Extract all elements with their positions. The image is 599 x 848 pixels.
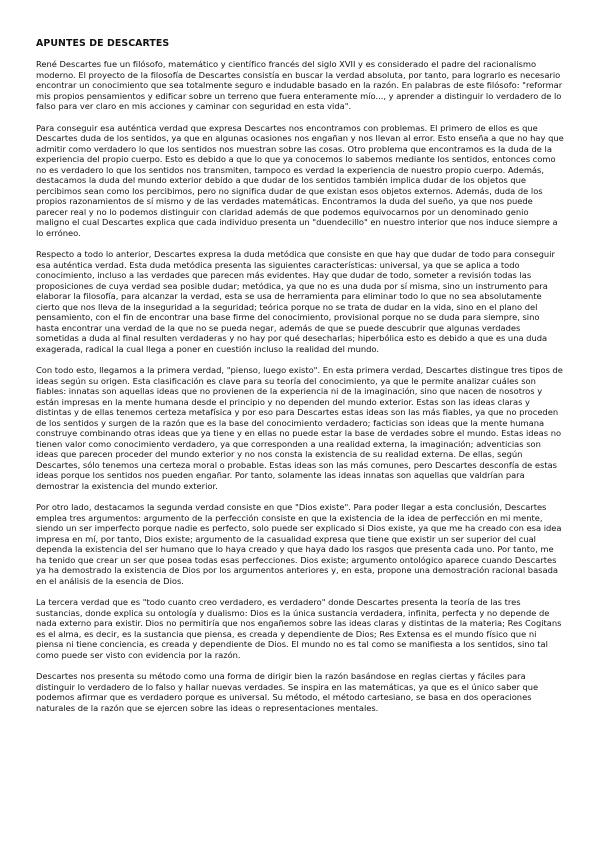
paragraph-first-truth: Con todo esto, llegamos a la primera verdad, "pienso, luego existo". En esta primera verdad, Descartes distingue tres tipos de ideas según su origen. Esta clasificación es clave para su teoría del conocimiento, ya que le permite analizar cuáles son fiables: innatas son aquellas ideas que no provienen de la experiencia ni de la imaginación, sino que nacen de nosotros y están impresas en la mente humana desde el principio y no dependen del mundo exterior. Estas son las ideas claras y distintas y de ellas tenemos certeza metafísica y por eso para Descartes estas ideas son las más fiables, ya que no proceden de los sentidos y surgen de la razón que es la base del conocimiento verdadero; facticias son ideas que la mente humana construye combinando otras ideas que ya tiene y en ellas no puede estar la base de verdades sobre el mundo. Estas ideas no tienen valor como conocimiento verdadero, ya que corresponden a una realidad externa, la imaginación; adventicias son ideas que parecen proceder del mundo exterior y no nos consta la existencia de su realidad externa. De ellas, según Descartes, sólo tenemos una certeza moral o probable. Estas ideas son las más comunes, pero Descartes desconfía de estas ideas porque los sentidos nos pueden engañar. Por tanto, solamente las ideas innatas son aquellas que valdrían para demostrar la existencia del mundo exterior. xyxy=(36,365,563,491)
document-title: APUNTES DE DESCARTES xyxy=(36,38,170,49)
document-page xyxy=(36,38,564,724)
paragraph-problems: Para conseguir esa auténtica verdad que expresa Descartes nos encontramos con problemas. El primero de ellos es que Descartes duda de los sentidos, ya que en algunas ocasiones nos engañan y nos llevan al error. Esto enseña a que no hay que admitir como verdadero lo que los sentidos nos muestran sobre las cosas. Otro problema que encontramos es la duda de la experiencia del propio cuerpo. Esto es debido a que lo que ya conocemos lo sabemos mediante los sentidos, entonces como no es verdadero lo que los sentidos nos transmiten, tampoco es verdad la experiencia de nuestro propio cuerpo. Además, destacamos la duda del mundo exterior debido a que dudar de los sentidos también implica dudar de los objetos que percibimos sean como los percibimos, pero no significa dudar de que existan esos objetos externos. Además, duda de los propios razonamientos de sí mismo y de las verdades matemáticas. Encontramos la duda del sueño, ya que nos puede parecer real y no lo podemos distinguir con claridad además de que podemos equivocarnos por un denominado genio maligno el cual Descartes explica que cada individuo presenta un "duendecillo" en nuestro interior que nos induce siempre a lo erróneo. xyxy=(36,122,564,238)
paragraph-second-truth: Por otro lado, destacamos la segunda verdad consiste en que "Dios existe". Para poder llegar a esta conclusión, Descartes emplea tres argumentos: argumento de la perfección consiste en que la existencia de la idea de perfección en mi mente, siendo un ser imperfecto porque nadie es perfecto, solo puede ser explicado si Dios existe, ya que me ha creado con esa idea impresa en mí, por tanto, Dios existe; argumento de la casualidad expresa que tiene que existir un ser superior del cual dependa la existencia del ser humano que lo haya creado y que haya dado los rasgos que presenta cada uno. Por tanto, me ha tenido que crear un ser que posea todas esas perfecciones. Dios existe; argumento ontológico aparece cuando Descartes ya ha demostrado la existencia de Dios por los argumentos anteriores y, en esta, propone una demostración racional basada en el análisis de la esencia de Dios. xyxy=(36,502,562,586)
paragraph-third-truth: La tercera verdad que es "todo cuanto creo verdadero, es verdadero" donde Descartes presenta la teoría de las tres sustancias, donde explica su ontología y dualismo: Dios es la única sustancia verdadera, infinita, perfecta y no depende de nada externo para existir. Dios no permitiría que nos engañemos sobre las ideas claras y distintas de la materia; Res Cogitans es el alma, es decir, es la sustancia que piensa, es creada y dependiente de Dios; Res Extensa es el mundo físico que ni piensa ni tiene conciencia, es creada y dependiente de Dios. El mundo no es tal como se manifiesta a los sentidos, sino tal como puede ser visto con evidencia por la razón. xyxy=(36,597,562,660)
paragraph-methodical-doubt: Respecto a todo lo anterior, Descartes expresa la duda metódica que consiste en que hay que dudar de todo para conseguir esa auténtica verdad. Esta duda metódica presenta las siguientes características: universal, ya que se aplica a todo conocimiento, incluso a las verdades que parecen más evidentes. Hay que dudar de todo, someter a revisión todas las proposiciones de cuya verdad sea posible dudar; metódica, ya que no es una duda por sí misma, sino un instrumento para elaborar la filosofía, para alcanzar la verdad, esta se usa de herramienta para eliminar todo lo que no sea absolutamente cierto que nos lleva de la inseguridad a la seguridad; teórica porque no se trata de dudar en la vida, sino en el plano del pensamiento, con el fin de encontrar una base firme del conocimiento, provisional porque no se duda para siempre, sino hasta encontrar una verdad de la que no se pueda negar, además de que se puede descubrir que algunas verdades sometidas a duda al final resulten verdaderas y no hay por qué desecharlas; hiperbólica esto es debido a que es una duda exagerada, radical la cual llega a poner en cuestión incluso la realidad del mundo. xyxy=(36,249,555,354)
paragraph-method: Descartes nos presenta su método como una forma de dirigir bien la razón basándose en reglas ciertas y fáciles para distinguir lo verdadero de lo falso y hallar nuevas verdades. Se inspira en las matemáticas, ya que es el único saber que podemos afirmar que es verdadero porque es universal. Su método, el método cartesiano, se basa en dos operaciones naturales de la razón que se ejercen sobre las ideas o representaciones mentales. xyxy=(36,671,539,713)
paragraph-intro: René Descartes fue un filósofo, matemático y científico francés del siglo XVII y es considerado el padre del racionalismo moderno. El proyecto de la filosofía de Descartes consistía en buscar la verdad absoluta, por tanto, para lograrlo es necesario encontrar un conocimiento que sea totalmente seguro e indudable basado en la razón. En palabras de este filósofo: "reformar mis propios pensamientos y edificar sobre un terreno que fuera enteramente mío..., y aprender a distinguir lo verdadero de lo falso para ver claro en mis acciones y caminar con seguridad en esta vida". xyxy=(36,59,563,111)
